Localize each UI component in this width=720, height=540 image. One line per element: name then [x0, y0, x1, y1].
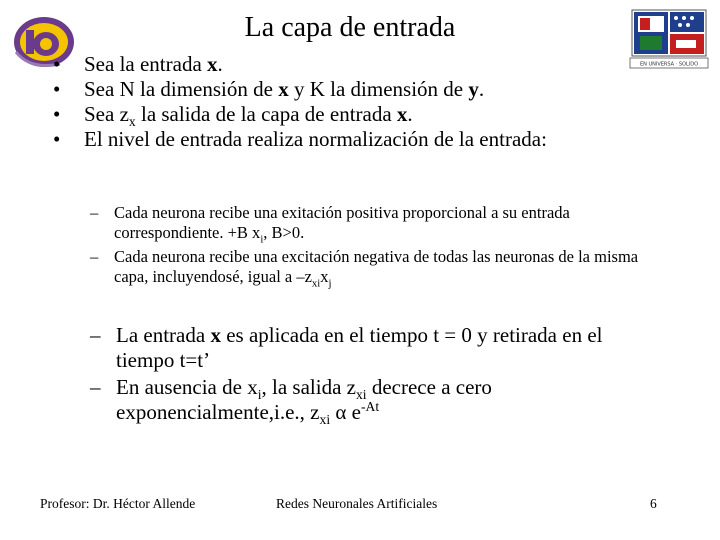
footer-course: Redes Neuronales Artificiales: [276, 496, 438, 511]
bullet-item: • Sea $z_x$ la salida de la capa de entrada x.: [53, 102, 413, 130]
sub-bullet-item: – Cada neurona recibe una exitación positiva proporcional a su entrada correspondiente. +B $x_i$, B>0.: [90, 203, 570, 246]
sub-bullet-item: – La entrada x es aplicada en el tiempo t = 0 y retirada en el tiempo t=t’: [90, 323, 603, 372]
main-bullet-list: [40, 52, 680, 152]
bullet-dash: –: [90, 203, 99, 222]
alpha-symbol: α: [335, 400, 347, 424]
svg-text:EN UNIVERSA · SOLIDO: EN UNIVERSA · SOLIDO: [639, 61, 699, 68]
bullet-dash: –: [90, 247, 99, 266]
sub-bullet-list-large: [90, 323, 660, 427]
bullet-dot: •: [53, 127, 61, 151]
bullet-dash: –: [90, 375, 101, 399]
page-number: 6: [650, 496, 657, 511]
sub-bullet-item: – Cada neurona recibe una excitación negativa de todas las neuronas de la misma capa, incluyendosé, igual a $-z_{xi}x_j$: [90, 247, 639, 290]
sub-bullet-item: – En ausencia de $x_i$, la salida $z_{xi}$ decrece a cero exponencialmente,i.e., $z_{xi}$ α $e^{-At}$: [90, 375, 492, 428]
footer-author: Profesor: Dr. Héctor Allende: [40, 496, 196, 511]
bullet-item: • Sea N la dimensión de x y K la dimensión de y.: [53, 77, 485, 101]
slide-title: La capa de entrada: [244, 12, 456, 43]
bullet-dot: •: [53, 77, 61, 101]
bullet-dot: •: [53, 102, 61, 126]
bullet-item: • El nivel de entrada realiza normalización de la entrada:: [53, 127, 547, 151]
bullet-dash: –: [90, 323, 101, 347]
bullet-dot: •: [53, 52, 61, 76]
bullet-item: • Sea la entrada x.: [53, 52, 223, 76]
sub-bullet-list-small: [90, 203, 660, 291]
